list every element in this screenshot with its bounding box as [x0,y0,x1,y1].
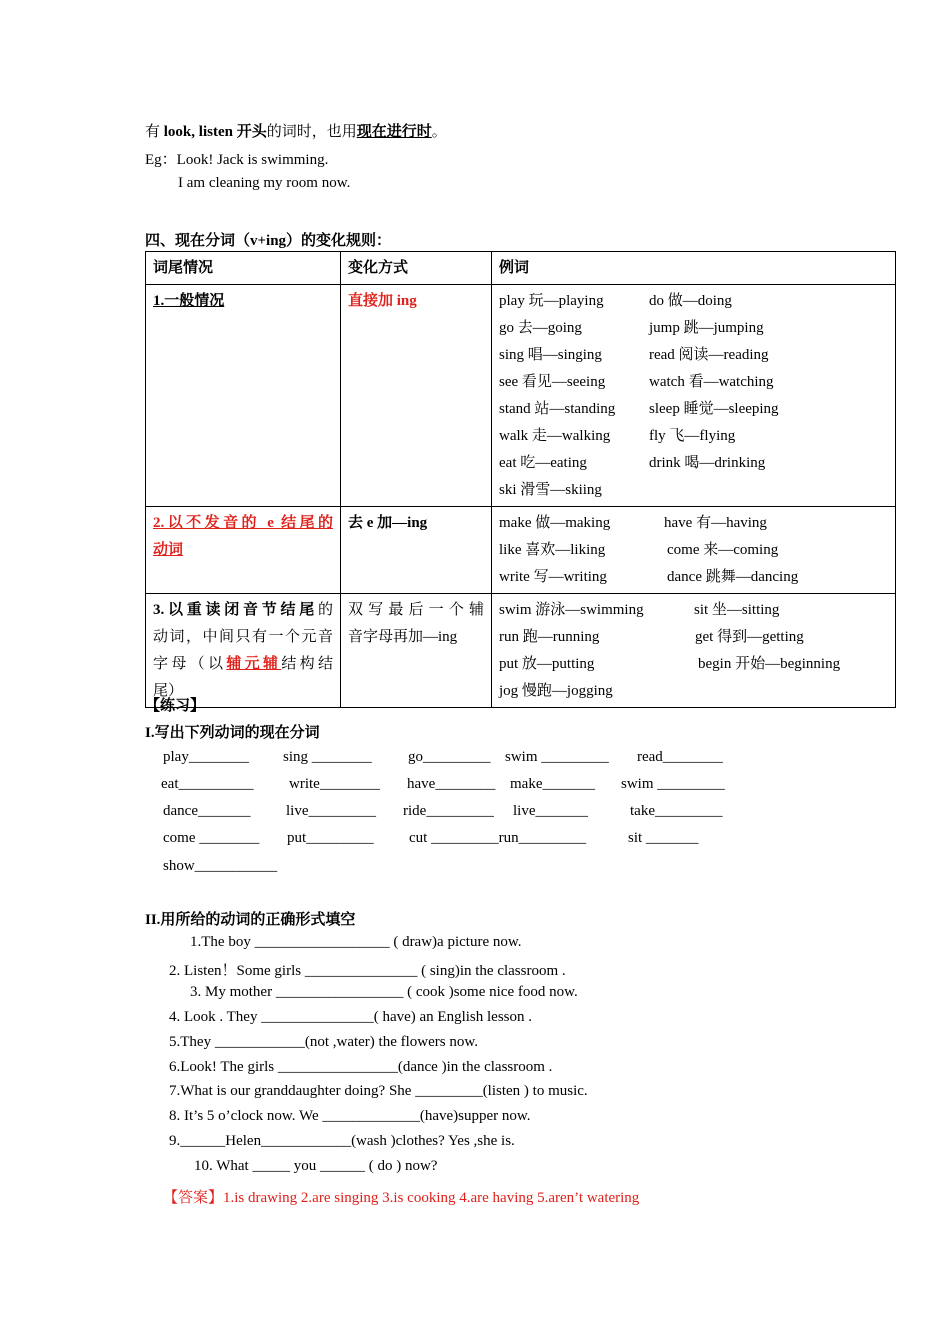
answer-line [163,1186,639,1207]
part-2-title: II.用所给的动词的正确形式填空 [145,912,356,928]
rule-case-rest: 的 [317,602,333,618]
example-label: Eg： [145,152,177,168]
fill-item[interactable]: live_______ [513,803,588,819]
example-row [499,564,888,591]
question-item: 3. My mother _________________ ( cook )some nice food now. [190,984,578,1000]
table-header: 例词 [492,252,896,285]
example-word: swim 游泳—swimming [499,602,644,618]
rule-examples-cell [492,285,896,507]
table-header-row [146,252,896,285]
example-word: begin 开始—beginning [698,656,841,672]
fill-item[interactable]: swim _________ [621,776,725,792]
question-item: 6.Look! The girls ________________(dance )in the classroom . [169,1059,553,1075]
part-1-row [621,776,725,793]
example-row [499,423,888,450]
example-line-1 [145,148,328,169]
table-row [146,507,896,594]
question-item: 1.The boy __________________ ( draw)a picture now. [190,934,522,950]
part-1-row [163,830,259,847]
fill-item[interactable]: sit _______ [628,830,699,846]
part-1-row [283,749,372,766]
example-word: see 看见—seeing [499,374,606,390]
rule-case-2: 动词 [153,542,184,558]
rule-case-cell [146,507,341,594]
example-word: ski 滑雪—skiing [499,482,602,498]
example-row [499,510,888,537]
part-1-row [163,749,249,766]
intro-end: 。 [431,124,447,140]
rule-case-line [153,537,333,564]
rule-method-line: 双写最后一个辅 [348,602,484,618]
example-row [499,369,888,396]
fill-item[interactable]: have________ [407,776,496,792]
example-row [499,624,888,651]
fill-item[interactable]: show___________ [163,858,278,874]
section-4-title: 四、现在分词（v+ing）的变化规则： [145,233,392,249]
example-word: come 来—coming [667,542,779,558]
rule-method-cell [341,285,492,507]
rule-case-line: 动词，中间只有一个元音 [153,629,333,645]
example-sentence-1: Look! Jack is swimming. [176,152,329,168]
fill-item[interactable]: take_________ [630,803,723,819]
rule-case-line [153,597,333,624]
question-item: 4. Look . They _______________( have) an English lesson . [169,1009,533,1025]
fill-item[interactable]: eat__________ [161,776,254,792]
rule-case-line [153,510,333,537]
example-word: have 有—having [664,515,767,531]
rule-method-line: 音字母再加—ing [348,629,458,645]
example-word: jog 慢跑—jogging [499,683,613,699]
example-word: fly 飞—flying [649,428,736,444]
fill-item[interactable]: write________ [289,776,380,792]
part-1-row [163,858,277,875]
question-item: 5.They ____________(not ,water) the flowers now. [169,1034,478,1050]
part-1-row [287,830,374,847]
answer-label: 【答案】 [163,1190,224,1206]
rule-method-cell [341,507,492,594]
example-word: walk 走—walking [499,428,611,444]
part-1-row [408,749,491,766]
intro-pre: 有 [145,124,164,140]
fill-item[interactable]: come ________ [163,830,260,846]
question-item: 10. What _____ you ______ ( do ) now? [194,1158,438,1174]
rule-case-cell [146,594,341,708]
intro-kaitou: 开头 [232,124,267,140]
example-word: get 得到—getting [695,629,804,645]
example-word: like 喜欢—liking [499,542,606,558]
intro-tense: 现在进行时 [356,124,432,140]
example-word: do 做—doing [649,293,732,309]
part-1-row [289,776,380,793]
example-row [499,651,888,678]
part-1-row [407,776,495,793]
example-word: watch 看—watching [649,374,774,390]
answer-text: 1.is drawing 2.are singing 3.is cooking 4.are having 5.aren’t watering [223,1190,640,1206]
example-word: dance 跳舞—dancing [667,569,799,585]
rule-case: 2.以不发音的 e 结尾的 [153,515,333,531]
rule-case-line: 尾） [153,683,184,699]
rule-case-prefix: 3. [153,602,165,618]
rule-method-cell [341,594,492,708]
part-1-row [630,803,722,820]
fill-item[interactable]: read________ [637,749,723,765]
fill-item[interactable]: cut _________run_________ [409,830,587,846]
example-row [499,450,888,477]
example-word: sit 坐—sitting [694,602,780,618]
example-word: sing 唱—singing [499,347,602,363]
example-word: run 跑—running [499,629,600,645]
example-row [499,477,888,504]
table-header: 变化方式 [341,252,492,285]
rule-case-line [153,651,333,678]
fill-item[interactable]: make_______ [510,776,595,792]
example-row [499,288,888,315]
example-row [499,537,888,564]
intro-line [145,120,447,141]
example-row [499,315,888,342]
example-word: play 玩—playing [499,293,604,309]
part-1-row [161,776,253,793]
example-word: stand 站—standing [499,401,616,417]
part-1-row [505,749,609,766]
example-word: put 放—putting [499,656,595,672]
example-row [499,678,888,705]
question-item: 8. It’s 5 o’clock now. We _____________(have)supper now. [169,1108,531,1124]
fill-item[interactable]: go_________ [408,749,491,765]
example-word: drink 喝—drinking [649,455,766,471]
example-row [499,342,888,369]
table-header: 词尾情况 [146,252,341,285]
question-item: 7.What is our granddaughter doing? She _________(listen ) to music. [169,1083,588,1099]
table-row [146,594,896,708]
example-word: write 写—writing [499,569,607,585]
part-1-row [163,803,250,820]
example-word: read 阅读—reading [649,347,769,363]
example-word: sleep 睡觉—sleeping [649,401,779,417]
example-word: jump 跳—jumping [649,320,764,336]
fill-item[interactable]: put_________ [287,830,374,846]
example-row [499,597,888,624]
fill-item[interactable]: play________ [163,749,249,765]
rule-examples-cell [492,594,896,708]
example-word: eat 吃—eating [499,455,587,471]
fill-item[interactable]: ride_________ [403,803,494,819]
part-1-row [513,803,588,820]
fill-item[interactable]: swim _________ [505,749,609,765]
part-1-row [403,803,494,820]
intro-mid: 的词时，也用 [266,124,357,140]
rule-case-highlight: 辅元辅 [226,656,282,672]
table-row [146,285,896,507]
rule-case-pre: 字母（以 [153,656,227,672]
rule-case-bold: 以重读闭音节结尾 [164,602,318,618]
part-1-row [409,830,586,847]
intro-keywords: look, listen [163,124,233,140]
rule-method: 直接加 ing [348,293,417,309]
rule-case: 1.一般情况 [153,293,225,309]
fill-item[interactable]: sing ________ [283,749,372,765]
rule-examples-cell [492,507,896,594]
rule-method: 去 e 加—ing [348,515,428,531]
part-1-title: I.写出下列动词的现在分词 [145,725,320,741]
part-1-row [510,776,595,793]
example-sentence-2: I am cleaning my room now. [178,175,351,191]
fill-item[interactable]: live_________ [286,803,376,819]
example-word: go 去—going [499,320,582,336]
question-item: 2. Listen！Some girls _______________ ( sing)in the classroom . [169,963,566,979]
rule-case-cell [146,285,341,507]
ing-rules-table [145,251,896,708]
practice-title: 【练习】 [145,698,206,714]
fill-item[interactable]: dance_______ [163,803,251,819]
question-item: 9.______Helen____________(wash )clothes? Yes ,she is. [169,1133,515,1149]
example-row [499,396,888,423]
part-1-row [637,749,723,766]
rule-case-post: 结构结 [281,656,333,672]
part-1-row [628,830,698,847]
example-word: make 做—making [499,515,611,531]
part-1-row [286,803,376,820]
